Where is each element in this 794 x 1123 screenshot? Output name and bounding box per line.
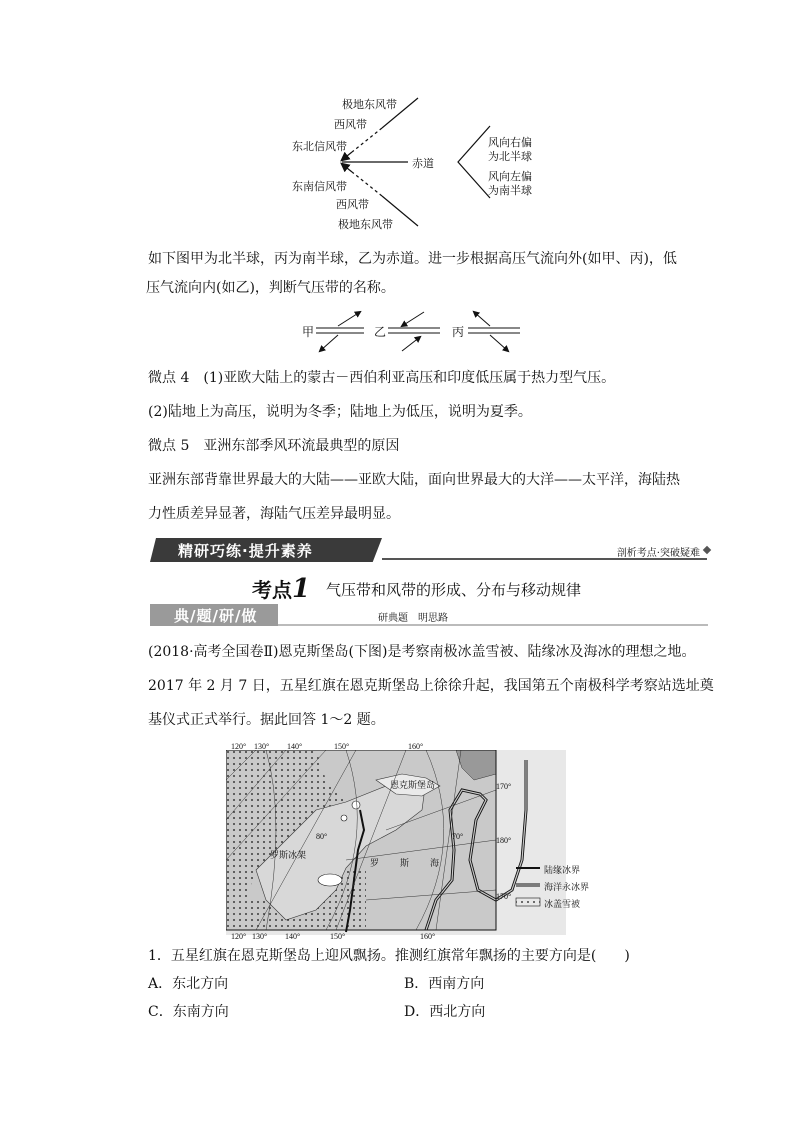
option-a: A．东北方向 — [148, 976, 229, 992]
map-sea-label-2: 斯 — [400, 858, 410, 868]
paragraph-monsoon-1: 亚洲东部背靠世界最大的大陆——亚欧大陆，面向世界最大的大洋——太平洋，海陆热 — [148, 472, 680, 488]
legend-coastal-ice: 陆缘冰界 — [544, 865, 581, 875]
label-right-bottom-1: 风向左偏 — [488, 170, 532, 183]
label-yi: 乙 — [374, 325, 387, 339]
banner-right: 剖析考点·突破疑难 — [616, 548, 700, 559]
map-sea-label-1: 罗 — [370, 858, 380, 868]
label-se-trade: 东南信风带 — [292, 180, 347, 193]
section-title: 气压带和风带的形成、分布与移动规律 — [326, 581, 582, 599]
map-top-lon-120: 120° — [231, 742, 247, 751]
map-right-lon-170a: 170° — [496, 782, 512, 791]
map-sea-label-3: 海 — [430, 858, 440, 868]
point-5: 微点 5 亚洲东部季风环流最典型的原因 — [148, 438, 400, 454]
map-lat-80: 80° — [316, 832, 328, 841]
map-bottom-lon-120: 120° — [231, 932, 247, 941]
option-d: D．西北方向 — [404, 1004, 486, 1020]
label-ne-trade: 东北信风带 — [292, 140, 347, 153]
kd-right: 研典题 明思路 — [378, 613, 448, 624]
question-1: 1．五星红旗在恩克斯堡岛上迎风飘扬。推测红旗常年飘扬的主要方向是( ) — [148, 948, 630, 964]
map-bottom-lon-150: 150° — [330, 932, 346, 941]
map-bottom-lon-130: 130° — [252, 932, 268, 941]
legend-ice-cap: 冰盖雪被 — [544, 899, 581, 909]
map-ice-shelf-label: 罗斯冰架 — [270, 850, 307, 860]
label-equator: 赤道 — [412, 157, 434, 170]
label-right-top-2: 为北半球 — [488, 150, 532, 163]
map-right-lon-170b: 170° — [496, 892, 512, 901]
map-top-lon-150: 150° — [334, 742, 350, 751]
question-intro-3: 基仪式正式举行。据此回答 1～2 题。 — [148, 712, 385, 728]
option-c: C．东南方向 — [148, 1004, 229, 1020]
paragraph-pressure-intro: 如下图甲为北半球，丙为南半球，乙为赤道。进一步根据高压气流向外(如甲、丙)，低 压气流向内(如乙)，判断气压带的名称。 — [146, 251, 677, 296]
label-polar-easterly-s: 极地东风带 — [338, 218, 393, 231]
map-top-lon-130: 130° — [254, 742, 270, 751]
map-top-lon-160: 160° — [408, 742, 424, 751]
label-westerly-n: 西风带 — [334, 118, 367, 131]
legend-sea-ice: 海洋永冰界 — [544, 882, 590, 892]
section-banner — [150, 538, 710, 562]
paragraph-monsoon-2: 力性质差异显著，海陆气压差异最明显。 — [148, 506, 400, 522]
map-island-label: 恩克斯堡岛 — [390, 780, 436, 790]
label-bing: 丙 — [452, 325, 465, 339]
map-right-lon-180: 180° — [496, 836, 512, 845]
question-intro-2: 2017 年 2 月 7 日，五星红旗在恩克斯堡岛上徐徐升起，我国第五个南极科学考察站选址奠 — [148, 678, 714, 694]
option-b: B．西南方向 — [404, 976, 485, 992]
diamond-icon — [703, 546, 711, 554]
question-intro-1: (2018·高考全国卷Ⅱ)恩克斯堡岛(下图)是考察南极冰盖雪被、陆缘冰及海冰的理想之地。 — [148, 644, 696, 660]
point-4b: (2)陆地上为高压，说明为冬季；陆地上为低压，说明为夏季。 — [148, 404, 532, 420]
map-bottom-lon-160: 160° — [420, 932, 436, 941]
pressure-flow-diagram — [298, 308, 528, 356]
label-right-bottom-2: 为南半球 — [488, 184, 532, 197]
label-jia: 甲 — [302, 325, 315, 339]
point-4: 微点 4 (1)亚欧大陆上的蒙古－西伯利亚高压和印度低压属于热力型气压。 — [148, 370, 616, 386]
label-westerly-s: 西风带 — [336, 198, 369, 211]
map-lat-70: 70° — [452, 832, 464, 841]
kd-label: 典/题/研/做 — [150, 604, 278, 626]
label-polar-easterly-n: 极地东风带 — [342, 98, 397, 111]
label-right-top-1: 风向右偏 — [488, 136, 532, 149]
map-top-lon-140: 140° — [287, 742, 303, 751]
map-bottom-lon-140: 140° — [285, 932, 301, 941]
section-label: 考点1 — [252, 574, 311, 604]
banner-title: 精研巧练·提升素养 — [178, 542, 313, 560]
